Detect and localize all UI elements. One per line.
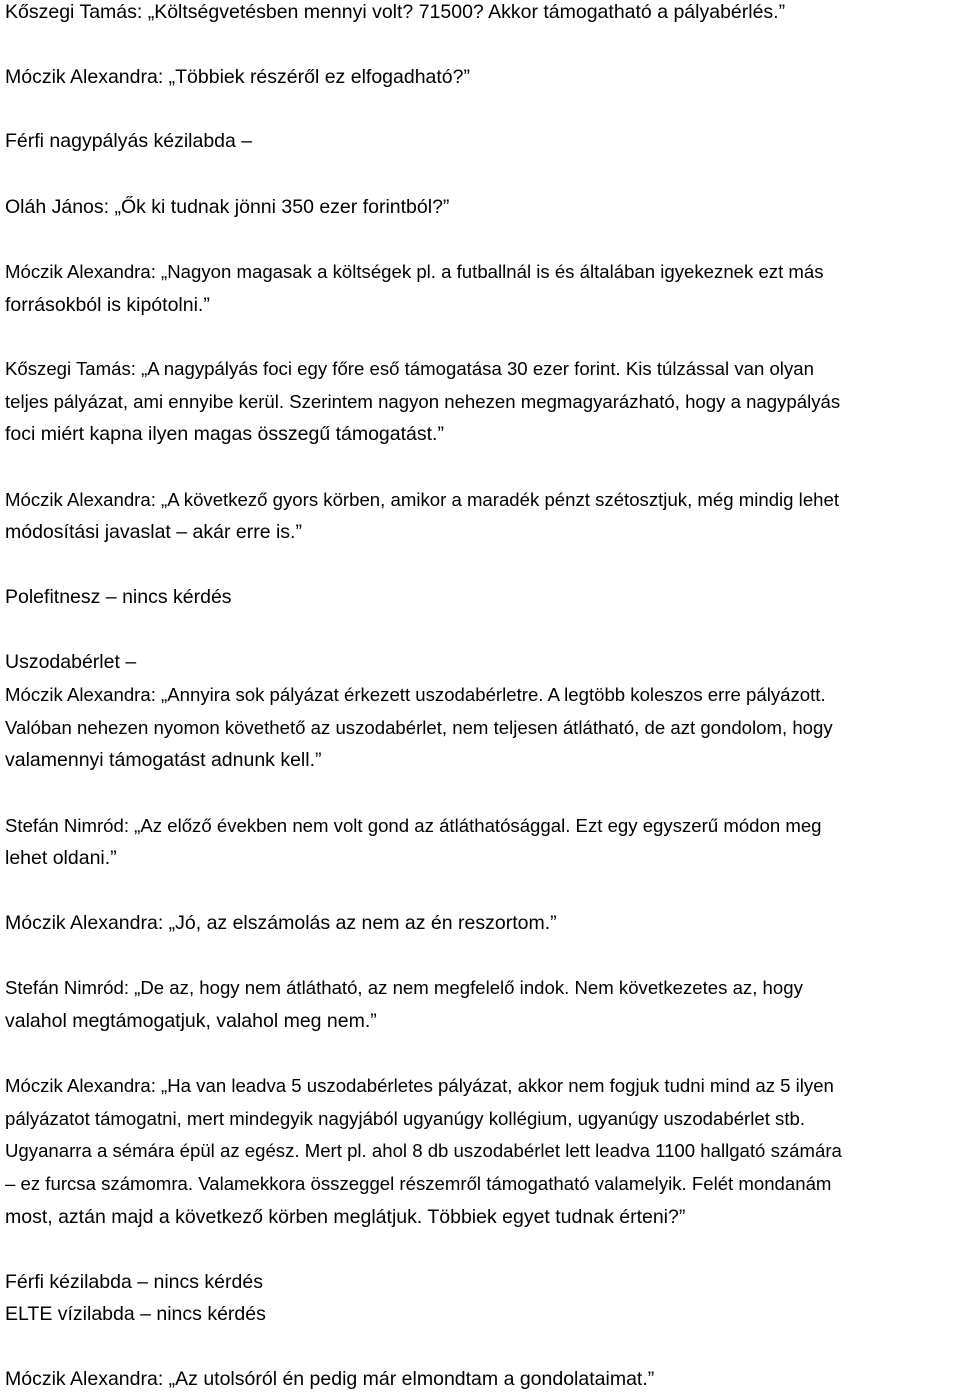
- text-line: Ugyanarra a sémára épül az egész. Mert pl. ahol 8 db uszodabérlet lett leadva 1100 hallgató számára: [5, 1140, 842, 1161]
- text-line: foci miért kapna ilyen magas összegű támogatást.”: [5, 423, 444, 445]
- text-line: Uszodabérlet –: [5, 651, 137, 673]
- text-line: Polefitnesz – nincs kérdés: [5, 586, 232, 608]
- text-line: ELTE vízilabda – nincs kérdés: [5, 1303, 266, 1325]
- text-line: lehet oldani.”: [5, 847, 117, 869]
- text-line: Férfi kézilabda – nincs kérdés: [5, 1271, 263, 1293]
- text-line: forrásokból is kipótolni.”: [5, 294, 210, 316]
- text-line: valamennyi támogatást adnunk kell.”: [5, 749, 322, 771]
- text-line: Valóban nehezen nyomon követhető az uszodabérlet, nem teljesen átlátható, de azt gondolom, hogy: [5, 717, 833, 738]
- text-line: Kőszegi Tamás: „A nagypályás foci egy főre eső támogatása 30 ezer forint. Kis túlzással van olyan: [5, 358, 814, 379]
- text-line: valahol megtámogatjuk, valahol meg nem.”: [5, 1010, 377, 1032]
- text-line: módosítási javaslat – akár erre is.”: [5, 521, 302, 543]
- text-line: Stefán Nimród: „Az előző években nem volt gond az átláthatósággal. Ezt egy egyszerű módon meg: [5, 815, 822, 836]
- text-line: Kőszegi Tamás: „Költségvetésben mennyi volt? 71500? Akkor támogatható a pályabérlés.”: [5, 1, 786, 23]
- text-line: Móczik Alexandra: „A következő gyors körben, amikor a maradék pénzt szétosztjuk, még mindig lehet: [5, 489, 840, 510]
- text-line: Móczik Alexandra: „Az utolsóról én pedig már elmondtam a gondolataimat.”: [5, 1368, 655, 1390]
- text-line: most, aztán majd a következő körben meglátjuk. Többiek egyet tudnak érteni?”: [5, 1206, 686, 1228]
- text-line: Móczik Alexandra: „Nagyon magasak a költségek pl. a futballnál is és általában igyekeznek ezt más: [5, 261, 824, 282]
- text-line: Férfi nagypályás kézilabda –: [5, 130, 253, 152]
- text-line: pályázatot támogatni, mert mindegyik nagyjából ugyanúgy kollégium, ugyanúgy uszodabérlet stb.: [5, 1108, 806, 1129]
- text-line: Móczik Alexandra: „Jó, az elszámolás az nem az én reszortom.”: [5, 912, 557, 934]
- text-line: teljes pályázat, ami ennyibe kerül. Szerintem nagyon nehezen megmagyarázható, hogy a nagypályás: [5, 391, 841, 412]
- text-line: Móczik Alexandra: „Többiek részéről ez elfogadható?”: [5, 66, 470, 88]
- text-line: Oláh János: „Ők ki tudnak jönni 350 ezer forintból?”: [5, 196, 450, 218]
- text-line: Móczik Alexandra: „Ha van leadva 5 uszodabérletes pályázat, akkor nem fogjuk tudni mind az 5 ilyen: [5, 1075, 834, 1096]
- text-line: Stefán Nimród: „De az, hogy nem átlátható, az nem megfelelő indok. Nem következetes az, hogy: [5, 977, 803, 998]
- text-line: Móczik Alexandra: „Annyira sok pályázat érkezett uszodabérletre. A legtöbb koleszos erre pályázott.: [5, 684, 826, 705]
- text-line: – ez furcsa számomra. Valamekkora összeggel részemről támogatható valamelyik. Felét mondanám: [5, 1173, 832, 1194]
